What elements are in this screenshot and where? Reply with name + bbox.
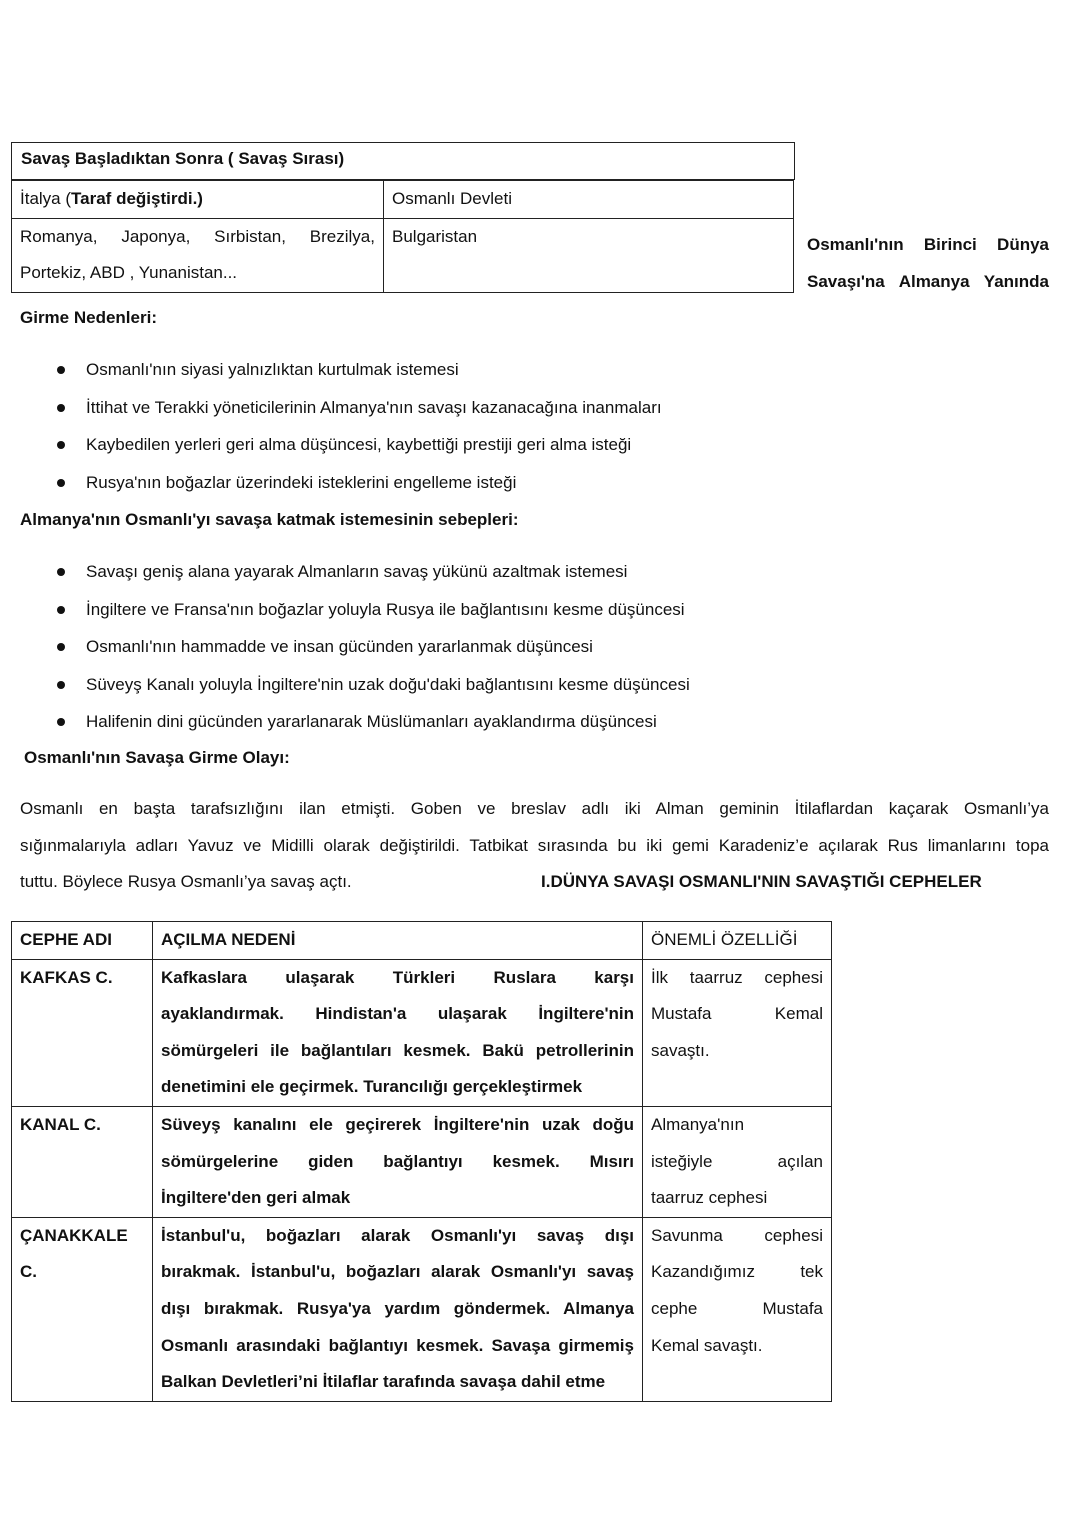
allies-right-body: Bulgaristan	[384, 218, 794, 292]
front-reason: Süveyş kanalını ele geçirerek İngiltere'nin uzak doğu sömürgelerine giden bağlantıyı kesmek. Mısırı İngiltere'den geri almak	[153, 1106, 643, 1217]
front-name: KANAL C.	[12, 1106, 153, 1217]
list-item: Rusya'nın boğazlar üzerindeki isteklerini engelleme isteği	[0, 464, 900, 502]
olay-heading: Osmanlı'nın Savaşa Girme Olayı:	[24, 748, 290, 767]
list-item: İttihat ve Terakki yöneticilerinin Almanya'nın savaşı kazanacağına inanmaları	[0, 389, 900, 427]
bullet-icon	[57, 681, 65, 689]
table-row	[12, 959, 832, 1106]
list-item: İngiltere ve Fransa'nın boğazlar yoluyla Rusya ile bağlantısını kesme düşüncesi	[0, 591, 900, 629]
almanya-heading: Almanya'nın Osmanlı'yı savaşa katmak istemesinin sebepleri:	[20, 510, 519, 529]
allies-left-body: Romanya, Japonya, Sırbistan, Brezilya, Portekiz, ABD , Yunanistan...	[12, 218, 384, 292]
allies-right-header: Osmanlı Devleti	[384, 181, 794, 219]
fronts-header-row	[12, 922, 832, 960]
list-item: Halifenin dini gücünden yararlanarak Müslümanları ayaklandırma düşüncesi	[0, 703, 900, 741]
top-title-box	[11, 142, 795, 180]
bullet-icon	[57, 366, 65, 374]
col-header-neden: AÇILMA NEDENİ	[153, 922, 643, 960]
almanya-list	[0, 553, 900, 741]
allies-left-header: İtalya (Taraf değiştirdi.)	[12, 181, 384, 219]
fronts-table	[11, 921, 832, 1402]
list-item: Osmanlı'nın siyasi yalnızlıktan kurtulmak istemesi	[0, 351, 900, 389]
list-item: Savaşı geniş alana yayarak Almanların savaş yükünü azaltmak istemesi	[0, 553, 900, 591]
allies-table-body-row	[12, 218, 794, 292]
allies-table	[11, 180, 794, 293]
front-name: KAFKAS C.	[12, 959, 153, 1106]
front-feature: Almanya'nın isteğiyle açılan taarruz cephesi	[643, 1106, 832, 1217]
olay-last-line: tuttu. Böylece Rusya Osmanlı’ya savaş açtı. I.DÜNYA SAVAŞI OSMANLI'NIN SAVAŞTIĞI CEPHELER	[20, 864, 1049, 901]
front-feature: Savunma cephesi Kazandığımız tek cephe Mustafa Kemal savaştı.	[643, 1217, 832, 1401]
col-header-ozellik: ÖNEMLİ ÖZELLİĞİ	[643, 922, 832, 960]
girme-heading: Girme Nedenleri:	[20, 308, 157, 327]
table-row	[12, 1217, 832, 1401]
bullet-icon	[57, 718, 65, 726]
olay-paragraph: Osmanlı en başta tarafsızlığını ilan etmişti. Goben ve breslav adlı iki Alman geminin İtilaflardan kaçarak Osmanlı’ya sığınmalarıyla adları Yavuz ve Midilli olarak değiştirildi. Tatbikat sırasında bu iki gemi Karadeniz’e açılarak Rus limanlarını topa tuttu. Böylece Rusya Osmanlı’ya savaş açtı. I.DÜNYA SAVAŞI OSMANLI'NIN SAVAŞTIĞI CEPHELER	[20, 791, 1049, 901]
list-item: Kaybedilen yerleri geri alma düşüncesi, kaybettiği prestiji geri alma isteği	[0, 426, 900, 464]
table-row	[12, 1106, 832, 1217]
side-heading: Osmanlı'nın Birinci Dünya Savaşı'na Almanya Yanında	[807, 235, 1049, 291]
front-feature: İlk taarruz cephesi Mustafa Kemal savaştı.	[643, 959, 832, 1106]
cepheler-title: I.DÜNYA SAVAŞI OSMANLI'NIN SAVAŞTIĞI CEPHELER	[541, 872, 982, 891]
top-title: Savaş Başladıktan Sonra ( Savaş Sırası)	[21, 149, 345, 168]
bullet-icon	[57, 568, 65, 576]
front-reason: Kafkaslara ulaşarak Türkleri Ruslara karşı ayaklandırmak. Hindistan'a ulaşarak İngiltere'nin sömürgeleri ile bağlantıları kesmek. Bakü petrollerinin denetimini ele geçirmek. Turancılığı gerçekleştirmek	[153, 959, 643, 1106]
girme-list	[0, 351, 900, 501]
col-header-cephe: CEPHE ADI	[12, 922, 153, 960]
front-reason: İstanbul'u, boğazları alarak Osmanlı'yı savaş dışı bırakmak. İstanbul'u, boğazları alarak Osmanlı'yı savaş dışı bırakmak. Rusya'ya yardım göndermek. Almanya Osmanlı arasındaki bağlantıyı kesmek. Savaşa girmemiş Balkan Devletleri’ni İtilaflar tarafında savaşa dahil etme	[153, 1217, 643, 1401]
bullet-icon	[57, 441, 65, 449]
list-item: Süveyş Kanalı yoluyla İngiltere'nin uzak doğu'daki bağlantısını kesme düşüncesi	[0, 666, 900, 704]
front-name: ÇANAKKALE C.	[12, 1217, 153, 1401]
bullet-icon	[57, 643, 65, 651]
bullet-icon	[57, 404, 65, 412]
list-item: Osmanlı'nın hammadde ve insan gücünden yararlanmak düşüncesi	[0, 628, 900, 666]
bullet-icon	[57, 606, 65, 614]
allies-table-header-row	[12, 181, 794, 219]
bullet-icon	[57, 479, 65, 487]
